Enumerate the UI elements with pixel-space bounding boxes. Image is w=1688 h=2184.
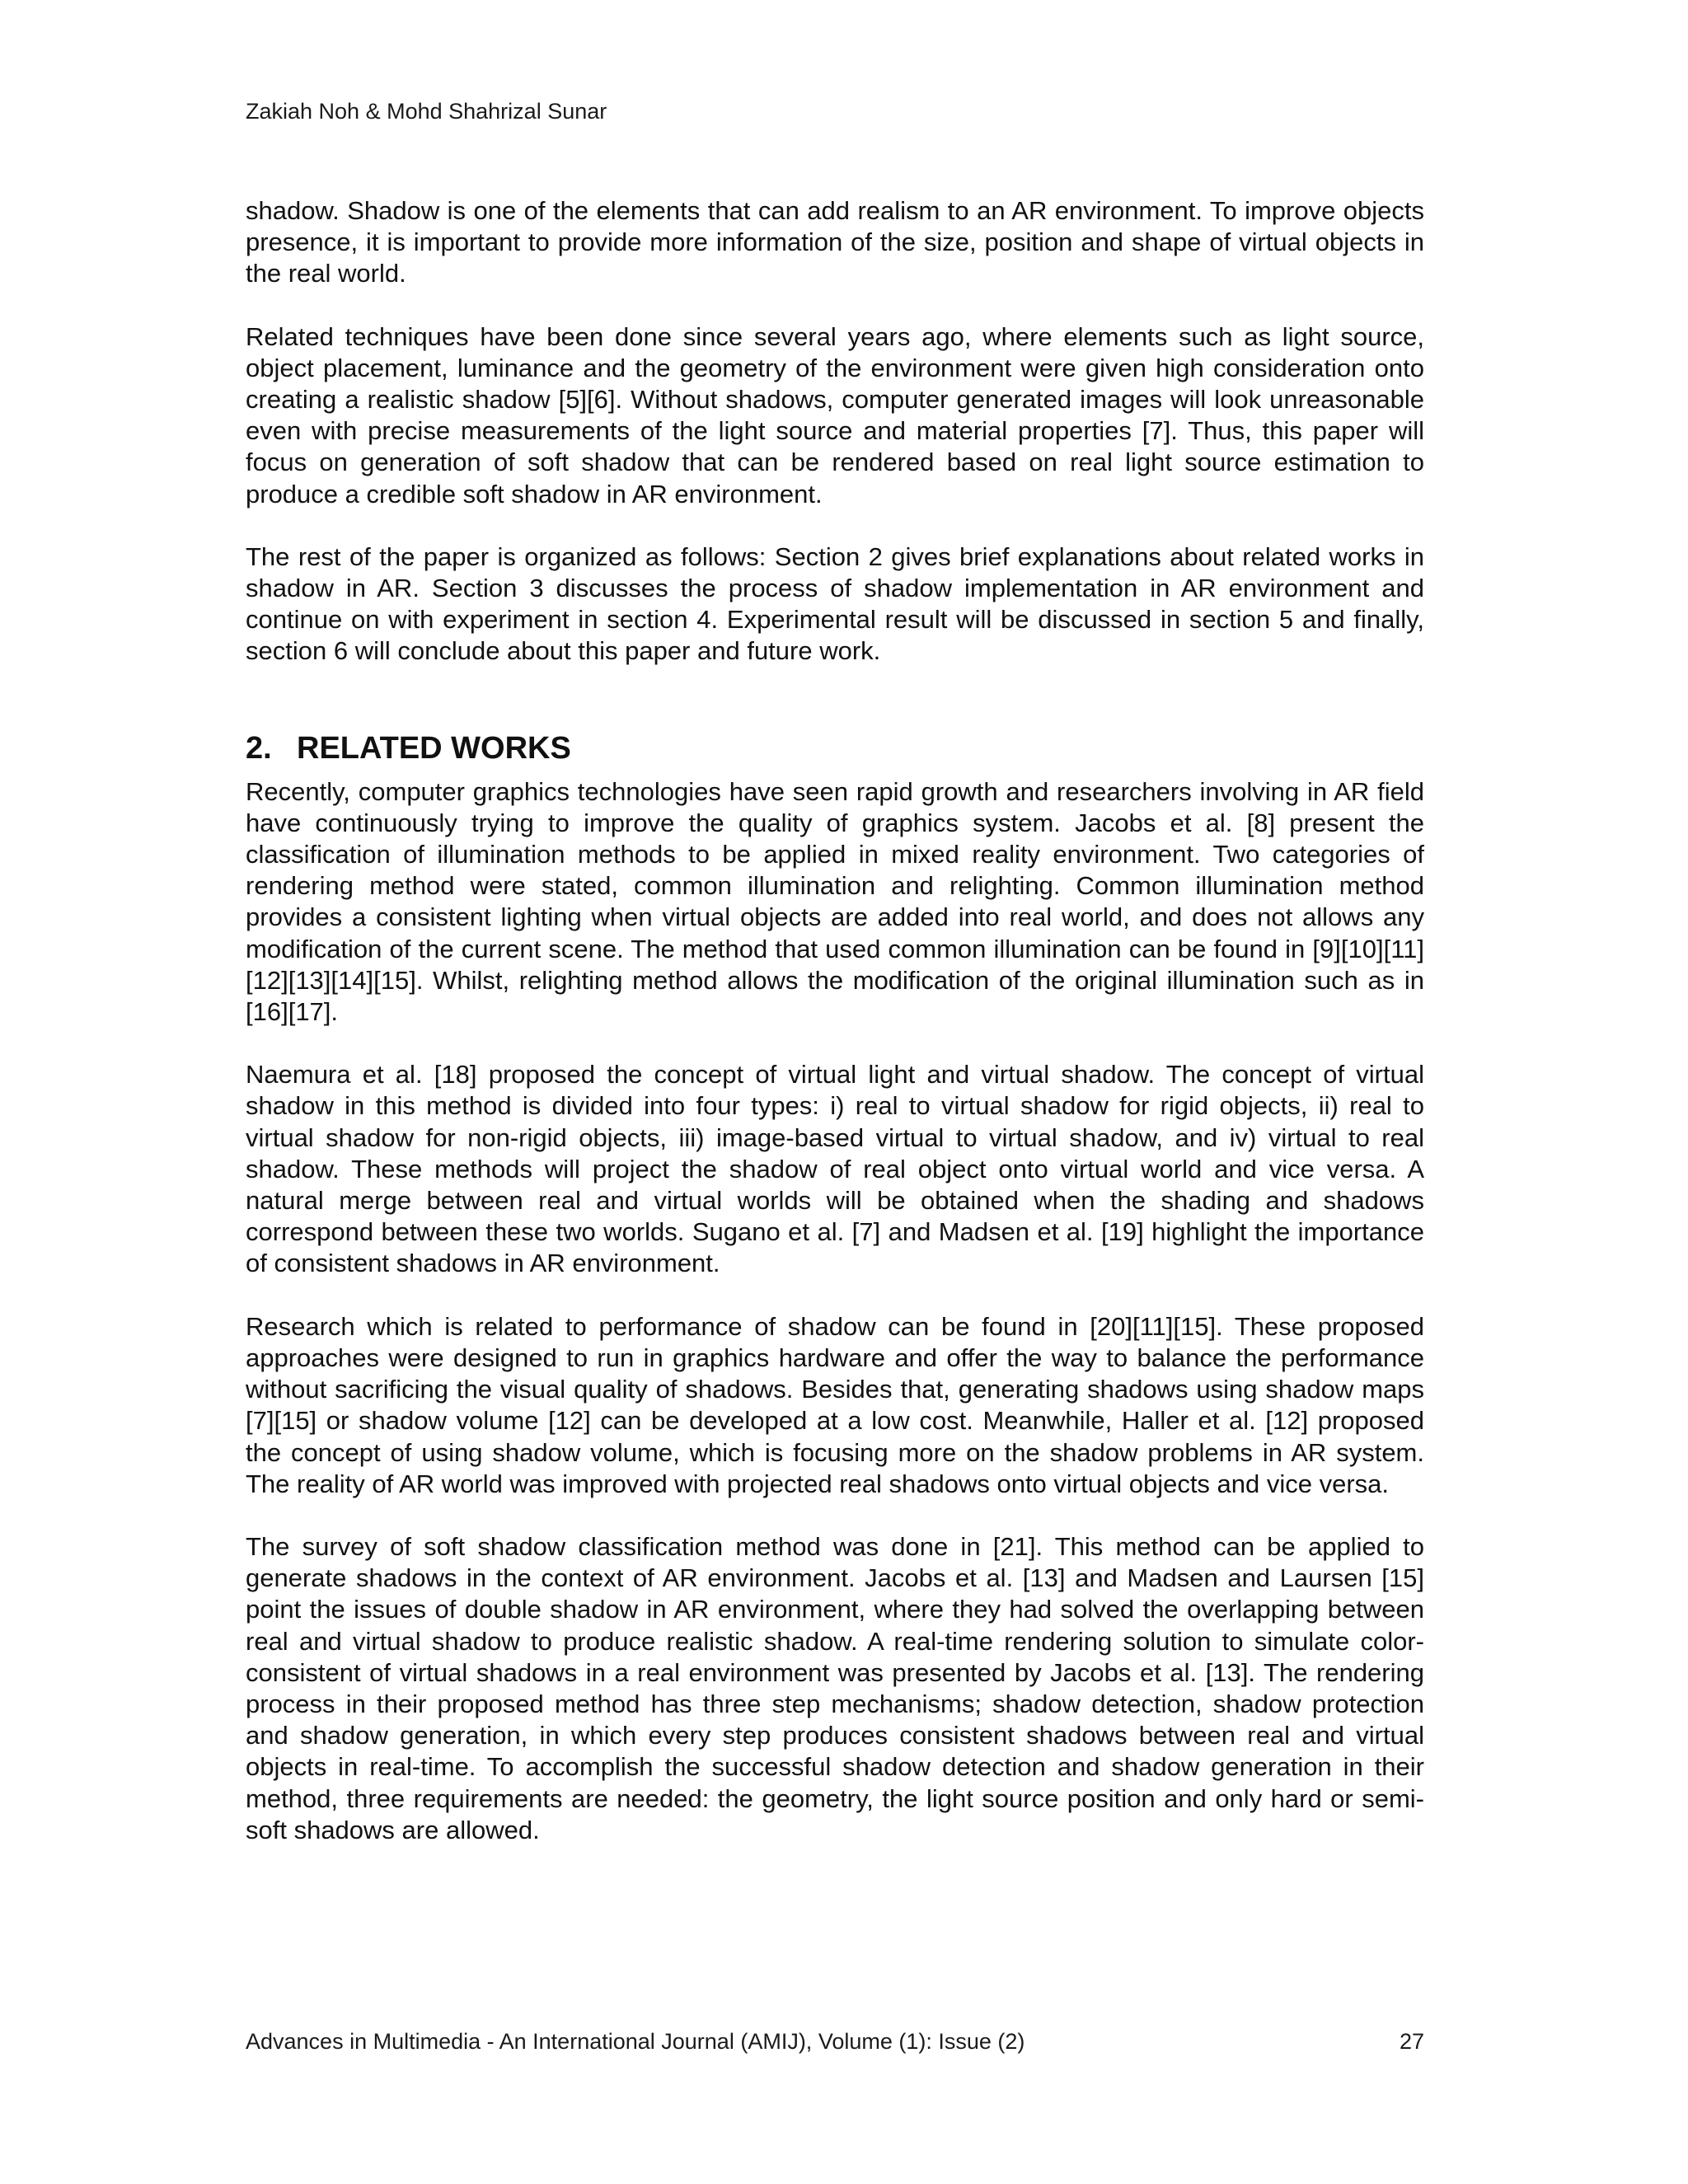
page-footer: [246, 2027, 1424, 2055]
section-number: 2.: [246, 730, 272, 766]
related-works-paragraph-1: Recently, computer graphics technologies have seen rapid growth and researchers involving in AR field have continuously trying to improve the quality of graphics system. Jacobs et al. [8] present the classification of illumination methods to be applied in mixed reality environment. Two categories of rendering method were stated, common illumination and relighting. Common illumination method provides a consistent lighting when virtual objects are added into real world, and does not allows any modification of the current scene. The method that used common illumination can be found in [9][10][11][12][13][14][15]. Whilst, relighting method allows the modification of the original illumination such as in [16][17].: [246, 776, 1424, 1027]
page-body: [246, 195, 1424, 1846]
running-head-authors: Zakiah Noh & Mohd Shahrizal Sunar: [246, 99, 607, 124]
intro-paragraph-3: The rest of the paper is organized as follows: Section 2 gives brief explanations about related works in shadow in AR. Section 3 discusses the process of shadow implementation in AR environment and continue on with experiment in section 4. Experimental result will be discussed in section 5 and finally, section 6 will conclude about this paper and future work.: [246, 541, 1424, 666]
section-heading: [246, 730, 1424, 766]
related-works-paragraph-3: Research which is related to performance of shadow can be found in [20][11][15]. These proposed approaches were designed to run in graphics hardware and offer the way to balance the performance without sacrificing the visual quality of shadows. Besides that, generating shadows using shadow maps [7][15] or shadow volume [12] can be developed at a low cost. Meanwhile, Haller et al. [12] proposed the concept of using shadow volume, which is focusing more on the shadow problems in AR system. The reality of AR world was improved with projected real shadows onto virtual objects and vice versa.: [246, 1311, 1424, 1498]
section-title: RELATED WORKS: [297, 730, 571, 766]
related-works-paragraph-4: The survey of soft shadow classification method was done in [21]. This method can be applied to generate shadows in the context of AR environment. Jacobs et al. [13] and Madsen and Laursen [15] point the issues of double shadow in AR environment, where they had solved the overlapping between real and virtual shadow to produce realistic shadow. A real-time rendering solution to simulate color-consistent of virtual shadows in a real environment was presented by Jacobs et al. [13]. The rendering process in their proposed method has three step mechanisms; shadow detection, shadow protection and shadow generation, in which every step produces consistent shadows between real and virtual objects in real-time. To accomplish the successful shadow detection and shadow generation in their method, three requirements are needed: the geometry, the light source position and only hard or semi-soft shadows are allowed.: [246, 1531, 1424, 1844]
intro-paragraph-1: shadow. Shadow is one of the elements that can add realism to an AR environment. To improve objects presence, it is important to provide more information of the size, position and shape of virtual objects in the real world.: [246, 196, 1424, 288]
page-number: 27: [1399, 2029, 1424, 2054]
related-works-paragraph-2: Naemura et al. [18] proposed the concept of virtual light and virtual shadow. The concept of virtual shadow in this method is divided into four types: i) real to virtual shadow for rigid objects, ii) real to virtual shadow for non-rigid objects, iii) image-based virtual to virtual shadow, and iv) virtual to real shadow. These methods will project the shadow of real object onto virtual world and vice versa. A natural merge between real and virtual worlds will be obtained when the shading and shadows correspond between these two worlds. Sugano et al. [7] and Madsen et al. [19] highlight the importance of consistent shadows in AR environment.: [246, 1060, 1424, 1278]
intro-paragraph-2: Related techniques have been done since several years ago, where elements such as light source, object placement, luminance and the geometry of the environment were given high consideration onto creating a realistic shadow [5][6]. Without shadows, computer generated images will look unreasonable even with precise measurements of the light source and material properties [7]. Thus, this paper will focus on generation of soft shadow that can be rendered based on real light source estimation to produce a credible soft shadow in AR environment.: [246, 321, 1424, 509]
footer-journal-title: Advances in Multimedia - An International Journal (AMIJ), Volume (1): Issue (2): [246, 2029, 1025, 2054]
